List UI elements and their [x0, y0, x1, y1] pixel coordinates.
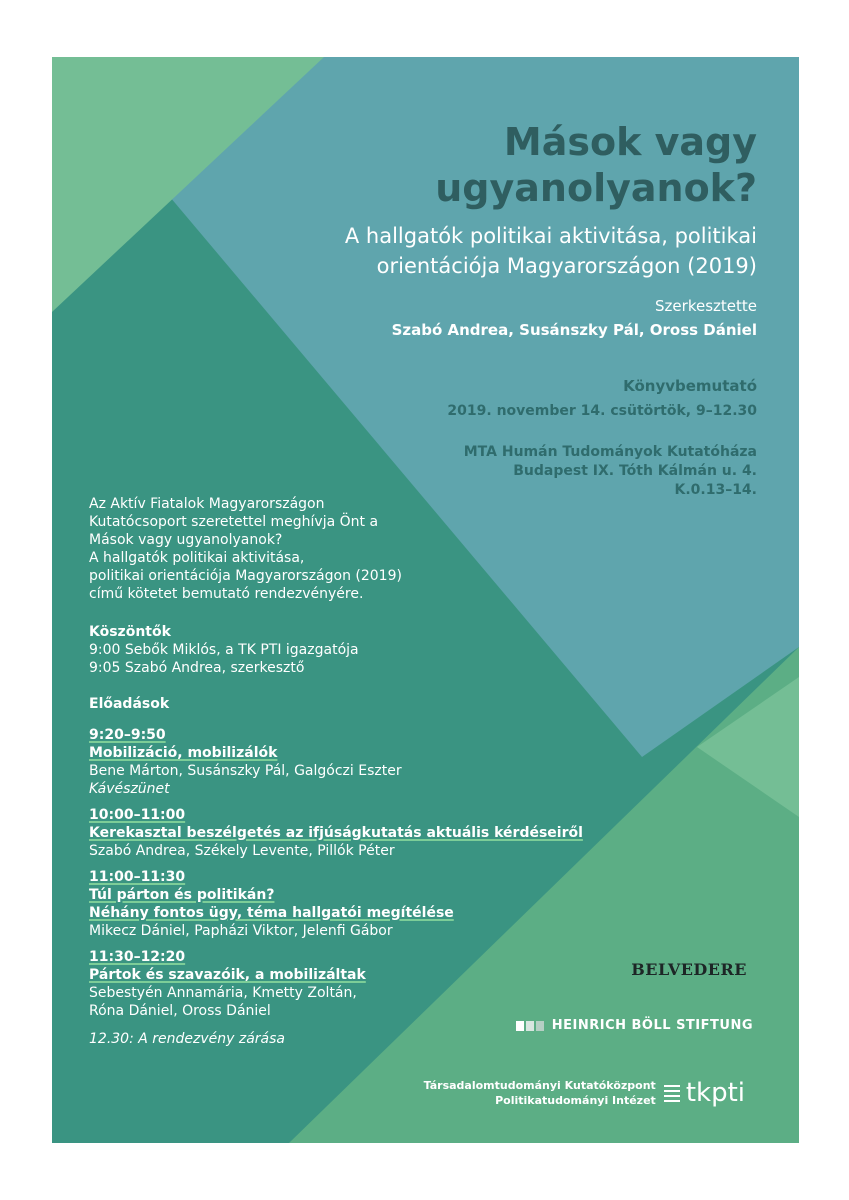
invitation-line: politikai orientációja Magyarországon (2019): [89, 568, 402, 584]
session-time: 11:00–11:30: [89, 869, 186, 885]
session-title: Pártok és szavazóik, a mobilizáltak: [89, 967, 366, 983]
invitation-line: Mások vagy ugyanolyanok?: [89, 532, 283, 548]
session-speakers: Mikecz Dániel, Papházi Viktor, Jelenfi Gábor: [89, 923, 393, 939]
session-time: 9:20–9:50: [89, 727, 166, 743]
lines-icon: [664, 1082, 680, 1105]
session-speakers: Szabó Andrea, Székely Levente, Pillók Péter: [89, 843, 395, 859]
greeting-item: 9:05 Szabó Andrea, szerkesztő: [89, 660, 305, 676]
venue-line-2: Budapest IX. Tóth Kálmán u. 4.: [513, 463, 757, 479]
coffee-break: Kávészünet: [89, 781, 170, 797]
greetings-heading: Köszöntők: [89, 624, 171, 640]
editors: Szabó Andrea, Susánszky Pál, Oross Dániel: [391, 321, 757, 339]
session-3: [89, 868, 609, 940]
tkpti-wordmark: tkpti: [685, 1078, 745, 1108]
edited-by-label: Szerkesztette: [655, 297, 757, 315]
tk-text: [424, 1078, 656, 1108]
venue-line-3: K.0.13–14.: [674, 482, 757, 498]
tk-line-1: Társadalomtudományi Kutatóközpont: [423, 1079, 656, 1092]
event-date: 2019. november 14. csütörtök, 9–12.30: [447, 403, 757, 419]
venue: [464, 443, 757, 500]
subtitle-line-1: A hallgatók politikai aktivitása, politikai: [344, 224, 757, 248]
invitation-line: Az Aktív Fiatalok Magyarországon: [89, 496, 325, 512]
session-speakers: Róna Dániel, Oross Dániel: [89, 1003, 271, 1019]
invitation-line: Kutatócsoport szeretettel meghívja Önt a: [89, 514, 379, 530]
title-line-2: ugyanolyanok?: [435, 166, 757, 210]
session-time: 10:00–11:00: [89, 807, 186, 823]
session-title: Néhány fontos ügy, téma hallgatói megítélése: [89, 905, 454, 921]
boll-square-icon: [526, 1021, 534, 1031]
subtitle: [197, 221, 757, 281]
subtitle-line-2: orientációja Magyarországon (2019): [376, 254, 757, 278]
session-1: [89, 726, 609, 780]
page-title: [157, 119, 757, 211]
program: [89, 495, 609, 1048]
invitation-line: című kötetet bemutató rendezvényére.: [89, 586, 364, 602]
tk-line-2: Politikatudományi Intézet: [495, 1094, 656, 1107]
event-heading: Könyvbemutató: [623, 377, 757, 395]
invitation-line: A hallgatók politikai aktivitása,: [89, 550, 305, 566]
boll-square-icon: [516, 1021, 524, 1031]
session-time: 11:30–12:20: [89, 949, 186, 965]
boll-logo-text: HEINRICH BÖLL STIFTUNG: [551, 1018, 753, 1033]
title-line-1: Mások vagy: [503, 120, 757, 164]
session-title: Mobilizáció, mobilizálók: [89, 745, 278, 761]
session-speakers: Bene Márton, Susánszky Pál, Galgóczi Eszter: [89, 763, 402, 779]
boll-square-icon: [536, 1021, 544, 1031]
closing: 12.30: A rendezvény zárása: [89, 1031, 286, 1047]
poster: [52, 57, 799, 1143]
venue-line-1: MTA Humán Tudományok Kutatóháza: [463, 444, 757, 460]
session-2: [89, 806, 609, 860]
boll-logo: [516, 1018, 753, 1033]
talks-heading: Előadások: [89, 696, 170, 712]
session-4: [89, 948, 609, 1020]
session-title: Túl párton és politikán?: [89, 887, 275, 903]
session-title: Kerekasztal beszélgetés az ifjúságkutatás aktuális kérdéseiről: [89, 825, 583, 841]
belvedere-logo: BELVEDERE: [631, 960, 747, 979]
greeting-item: 9:00 Sebők Miklós, a TK PTI igazgatója: [89, 642, 359, 658]
tkpti-logo: [424, 1078, 745, 1108]
session-speakers: Sebestyén Annamária, Kmetty Zoltán,: [89, 985, 357, 1001]
